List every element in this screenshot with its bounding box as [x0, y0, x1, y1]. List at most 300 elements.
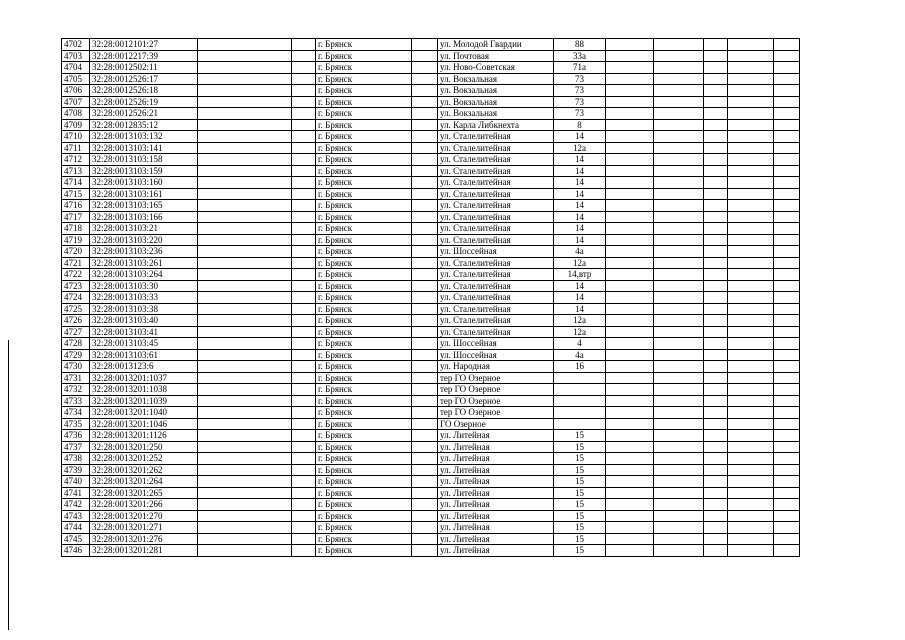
table-row	[62, 453, 800, 465]
empty-cell	[704, 131, 728, 143]
street: ул. Вокзальная	[438, 96, 554, 108]
empty-cell	[606, 418, 654, 430]
house-number: 15	[554, 430, 606, 442]
house-number: 12а	[554, 142, 606, 154]
empty-cell	[292, 510, 316, 522]
city: г. Брянск	[316, 39, 412, 51]
empty-cell	[606, 430, 654, 442]
empty-cell	[704, 73, 728, 85]
empty-cell	[292, 361, 316, 373]
city: г. Брянск	[316, 292, 412, 304]
cadastral-number: 32:28:0013201:262	[90, 464, 198, 476]
empty-cell	[728, 165, 774, 177]
table-row	[62, 188, 800, 200]
table-row	[62, 177, 800, 189]
house-number: 8	[554, 119, 606, 131]
empty-cell	[412, 177, 438, 189]
empty-cell	[704, 119, 728, 131]
empty-cell	[728, 464, 774, 476]
empty-cell	[728, 280, 774, 292]
empty-cell	[728, 430, 774, 442]
city: г. Брянск	[316, 246, 412, 258]
row-number: 4723	[62, 280, 90, 292]
table-row	[62, 131, 800, 143]
row-number: 4732	[62, 384, 90, 396]
empty-cell	[412, 257, 438, 269]
empty-cell	[774, 108, 800, 120]
empty-cell	[654, 154, 704, 166]
empty-cell	[412, 165, 438, 177]
city: г. Брянск	[316, 487, 412, 499]
street: ул. Сталелитейная	[438, 177, 554, 189]
empty-cell	[654, 533, 704, 545]
empty-cell	[292, 430, 316, 442]
empty-cell	[606, 188, 654, 200]
empty-cell	[774, 407, 800, 419]
empty-cell	[412, 62, 438, 74]
empty-cell	[198, 349, 292, 361]
table-row	[62, 234, 800, 246]
empty-cell	[292, 62, 316, 74]
empty-cell	[606, 39, 654, 51]
empty-cell	[774, 292, 800, 304]
street: ул. Сталелитейная	[438, 154, 554, 166]
empty-cell	[704, 223, 728, 235]
cadastral-number: 32:28:0012835:12	[90, 119, 198, 131]
empty-cell	[774, 361, 800, 373]
empty-cell	[728, 361, 774, 373]
empty-cell	[606, 269, 654, 281]
cadastral-number: 32:28:0013103:41	[90, 326, 198, 338]
empty-cell	[412, 85, 438, 97]
empty-cell	[198, 361, 292, 373]
empty-cell	[412, 131, 438, 143]
row-number: 4743	[62, 510, 90, 522]
empty-cell	[412, 223, 438, 235]
empty-cell	[198, 131, 292, 143]
table-row	[62, 200, 800, 212]
empty-cell	[774, 510, 800, 522]
empty-cell	[606, 246, 654, 258]
empty-cell	[292, 246, 316, 258]
empty-cell	[728, 177, 774, 189]
house-number: 4а	[554, 349, 606, 361]
street: тер ГО Озерное	[438, 384, 554, 396]
empty-cell	[198, 372, 292, 384]
empty-cell	[654, 50, 704, 62]
empty-cell	[654, 545, 704, 557]
table-row	[62, 39, 800, 51]
empty-cell	[704, 464, 728, 476]
empty-cell	[704, 372, 728, 384]
city: г. Брянск	[316, 349, 412, 361]
city: г. Брянск	[316, 372, 412, 384]
table-row	[62, 257, 800, 269]
empty-cell	[774, 119, 800, 131]
empty-cell	[704, 280, 728, 292]
empty-cell	[704, 545, 728, 557]
empty-cell	[292, 211, 316, 223]
cadastral-number: 32:28:0013103:160	[90, 177, 198, 189]
house-number: 15	[554, 453, 606, 465]
table-row	[62, 338, 800, 350]
empty-cell	[292, 85, 316, 97]
city: г. Брянск	[316, 441, 412, 453]
empty-cell	[606, 85, 654, 97]
street: ул. Сталелитейная	[438, 234, 554, 246]
empty-cell	[412, 188, 438, 200]
empty-cell	[412, 338, 438, 350]
city: г. Брянск	[316, 165, 412, 177]
city: г. Брянск	[316, 533, 412, 545]
street: ул. Молодой Гвардии	[438, 39, 554, 51]
table-row	[62, 119, 800, 131]
empty-cell	[654, 142, 704, 154]
empty-cell	[774, 395, 800, 407]
empty-cell	[774, 85, 800, 97]
empty-cell	[292, 39, 316, 51]
empty-cell	[292, 453, 316, 465]
city: г. Брянск	[316, 418, 412, 430]
street: ул. Сталелитейная	[438, 292, 554, 304]
empty-cell	[198, 315, 292, 327]
empty-cell	[606, 108, 654, 120]
empty-cell	[728, 384, 774, 396]
street: ул. Литейная	[438, 533, 554, 545]
empty-cell	[774, 246, 800, 258]
empty-cell	[728, 108, 774, 120]
cadastral-number: 32:28:0012101:27	[90, 39, 198, 51]
street: тер ГО Озерное	[438, 407, 554, 419]
empty-cell	[654, 326, 704, 338]
empty-cell	[606, 223, 654, 235]
empty-cell	[704, 96, 728, 108]
cadastral-number: 32:28:0013103:236	[90, 246, 198, 258]
empty-cell	[774, 430, 800, 442]
street: ул. Сталелитейная	[438, 257, 554, 269]
empty-cell	[198, 487, 292, 499]
empty-cell	[774, 269, 800, 281]
row-number: 4710	[62, 131, 90, 143]
row-number: 4734	[62, 407, 90, 419]
house-number: 14	[554, 280, 606, 292]
empty-cell	[704, 349, 728, 361]
empty-cell	[198, 326, 292, 338]
empty-cell	[198, 292, 292, 304]
row-number: 4728	[62, 338, 90, 350]
table-row	[62, 269, 800, 281]
street: ул. Сталелитейная	[438, 142, 554, 154]
empty-cell	[728, 223, 774, 235]
empty-cell	[412, 384, 438, 396]
table-row	[62, 499, 800, 511]
row-number: 4746	[62, 545, 90, 557]
empty-cell	[728, 269, 774, 281]
city: г. Брянск	[316, 476, 412, 488]
empty-cell	[292, 522, 316, 534]
empty-cell	[412, 280, 438, 292]
empty-cell	[198, 188, 292, 200]
cadastral-number: 32:28:0013201:281	[90, 545, 198, 557]
city: г. Брянск	[316, 142, 412, 154]
empty-cell	[292, 188, 316, 200]
city: г. Брянск	[316, 85, 412, 97]
empty-cell	[774, 476, 800, 488]
city: г. Брянск	[316, 188, 412, 200]
house-number: 14	[554, 131, 606, 143]
empty-cell	[292, 499, 316, 511]
empty-cell	[654, 499, 704, 511]
empty-cell	[704, 269, 728, 281]
empty-cell	[704, 453, 728, 465]
cadastral-number: 32:28:0013103:261	[90, 257, 198, 269]
empty-cell	[198, 338, 292, 350]
city: г. Брянск	[316, 545, 412, 557]
empty-cell	[654, 292, 704, 304]
empty-cell	[704, 384, 728, 396]
house-number: 14	[554, 177, 606, 189]
city: г. Брянск	[316, 131, 412, 143]
city: г. Брянск	[316, 315, 412, 327]
empty-cell	[704, 303, 728, 315]
empty-cell	[654, 280, 704, 292]
city: г. Брянск	[316, 177, 412, 189]
cadastral-number: 32:28:0012526:17	[90, 73, 198, 85]
empty-cell	[704, 476, 728, 488]
empty-cell	[704, 361, 728, 373]
cadastral-number: 32:28:0013103:61	[90, 349, 198, 361]
row-number: 4738	[62, 453, 90, 465]
table-row	[62, 372, 800, 384]
empty-cell	[728, 50, 774, 62]
house-number	[554, 418, 606, 430]
empty-cell	[292, 395, 316, 407]
empty-cell	[728, 234, 774, 246]
house-number: 4	[554, 338, 606, 350]
empty-cell	[704, 165, 728, 177]
empty-cell	[704, 418, 728, 430]
empty-cell	[704, 499, 728, 511]
empty-cell	[292, 257, 316, 269]
row-number: 4737	[62, 441, 90, 453]
empty-cell	[292, 407, 316, 419]
empty-cell	[198, 165, 292, 177]
empty-cell	[654, 372, 704, 384]
empty-cell	[654, 384, 704, 396]
empty-cell	[412, 246, 438, 258]
empty-cell	[292, 338, 316, 350]
house-number: 15	[554, 487, 606, 499]
row-number: 4740	[62, 476, 90, 488]
empty-cell	[774, 338, 800, 350]
empty-cell	[606, 372, 654, 384]
table-row	[62, 50, 800, 62]
row-number: 4725	[62, 303, 90, 315]
house-number: 14	[554, 154, 606, 166]
empty-cell	[412, 50, 438, 62]
empty-cell	[654, 303, 704, 315]
empty-cell	[412, 499, 438, 511]
cadastral-number: 32:28:0013103:141	[90, 142, 198, 154]
table-row	[62, 96, 800, 108]
empty-cell	[606, 292, 654, 304]
cadastral-registry-table	[61, 38, 800, 557]
row-number: 4739	[62, 464, 90, 476]
empty-cell	[292, 119, 316, 131]
row-number: 4735	[62, 418, 90, 430]
city: г. Брянск	[316, 200, 412, 212]
street: ул. Сталелитейная	[438, 200, 554, 212]
table-row	[62, 533, 800, 545]
empty-cell	[654, 223, 704, 235]
street: ул. Сталелитейная	[438, 269, 554, 281]
empty-cell	[292, 234, 316, 246]
empty-cell	[774, 200, 800, 212]
row-number: 4727	[62, 326, 90, 338]
empty-cell	[412, 349, 438, 361]
street: ул. Сталелитейная	[438, 211, 554, 223]
empty-cell	[198, 453, 292, 465]
cadastral-number: 32:28:0013103:30	[90, 280, 198, 292]
empty-cell	[774, 154, 800, 166]
empty-cell	[292, 177, 316, 189]
row-number: 4716	[62, 200, 90, 212]
street: ул. Вокзальная	[438, 108, 554, 120]
table-row	[62, 223, 800, 235]
empty-cell	[606, 407, 654, 419]
empty-cell	[728, 131, 774, 143]
table-row	[62, 292, 800, 304]
empty-cell	[198, 108, 292, 120]
empty-cell	[606, 280, 654, 292]
empty-cell	[606, 315, 654, 327]
empty-cell	[606, 349, 654, 361]
city: г. Брянск	[316, 522, 412, 534]
table-row	[62, 464, 800, 476]
row-number: 4709	[62, 119, 90, 131]
city: г. Брянск	[316, 499, 412, 511]
house-number: 15	[554, 510, 606, 522]
house-number: 14	[554, 165, 606, 177]
empty-cell	[606, 165, 654, 177]
empty-cell	[198, 73, 292, 85]
empty-cell	[728, 349, 774, 361]
empty-cell	[704, 326, 728, 338]
city: г. Брянск	[316, 96, 412, 108]
empty-cell	[704, 510, 728, 522]
table-row	[62, 407, 800, 419]
house-number: 73	[554, 85, 606, 97]
street: ул. Вокзальная	[438, 85, 554, 97]
house-number: 15	[554, 522, 606, 534]
empty-cell	[292, 280, 316, 292]
empty-cell	[774, 315, 800, 327]
empty-cell	[292, 487, 316, 499]
empty-cell	[654, 246, 704, 258]
cadastral-number: 32:28:0013201:270	[90, 510, 198, 522]
empty-cell	[728, 338, 774, 350]
cadastral-number: 32:28:0012502:11	[90, 62, 198, 74]
empty-cell	[728, 62, 774, 74]
empty-cell	[654, 441, 704, 453]
empty-cell	[292, 96, 316, 108]
row-number: 4729	[62, 349, 90, 361]
empty-cell	[198, 234, 292, 246]
row-number: 4742	[62, 499, 90, 511]
cadastral-number: 32:28:0013123:6	[90, 361, 198, 373]
empty-cell	[606, 257, 654, 269]
house-number	[554, 372, 606, 384]
empty-cell	[654, 119, 704, 131]
city: г. Брянск	[316, 280, 412, 292]
row-number: 4711	[62, 142, 90, 154]
empty-cell	[728, 39, 774, 51]
city: г. Брянск	[316, 223, 412, 235]
empty-cell	[704, 430, 728, 442]
empty-cell	[292, 108, 316, 120]
house-number: 14	[554, 234, 606, 246]
empty-cell	[198, 476, 292, 488]
empty-cell	[654, 177, 704, 189]
empty-cell	[412, 453, 438, 465]
street: тер ГО Озерное	[438, 372, 554, 384]
empty-cell	[606, 338, 654, 350]
table-row	[62, 73, 800, 85]
empty-cell	[774, 441, 800, 453]
cadastral-number: 32:28:0013201:250	[90, 441, 198, 453]
row-number: 4718	[62, 223, 90, 235]
street: ул. Карла Либкнехта	[438, 119, 554, 131]
empty-cell	[606, 234, 654, 246]
empty-cell	[292, 223, 316, 235]
row-number: 4705	[62, 73, 90, 85]
city: г. Брянск	[316, 234, 412, 246]
empty-cell	[412, 234, 438, 246]
city: г. Брянск	[316, 154, 412, 166]
empty-cell	[412, 200, 438, 212]
empty-cell	[198, 200, 292, 212]
empty-cell	[654, 476, 704, 488]
street: ул. Сталелитейная	[438, 326, 554, 338]
city: г. Брянск	[316, 108, 412, 120]
city: г. Брянск	[316, 50, 412, 62]
empty-cell	[704, 50, 728, 62]
empty-cell	[728, 453, 774, 465]
empty-cell	[728, 188, 774, 200]
house-number: 73	[554, 108, 606, 120]
row-number: 4736	[62, 430, 90, 442]
empty-cell	[292, 349, 316, 361]
house-number: 14	[554, 188, 606, 200]
empty-cell	[704, 108, 728, 120]
empty-cell	[198, 280, 292, 292]
cadastral-number: 32:28:0013103:264	[90, 269, 198, 281]
cadastral-number: 32:28:0012526:21	[90, 108, 198, 120]
empty-cell	[292, 545, 316, 557]
empty-cell	[198, 384, 292, 396]
empty-cell	[728, 533, 774, 545]
street: ул. Ново-Советская	[438, 62, 554, 74]
house-number: 14	[554, 303, 606, 315]
row-number: 4719	[62, 234, 90, 246]
row-number: 4741	[62, 487, 90, 499]
city: г. Брянск	[316, 453, 412, 465]
house-number: 15	[554, 499, 606, 511]
empty-cell	[728, 292, 774, 304]
empty-cell	[606, 96, 654, 108]
house-number: 14	[554, 211, 606, 223]
empty-cell	[654, 418, 704, 430]
